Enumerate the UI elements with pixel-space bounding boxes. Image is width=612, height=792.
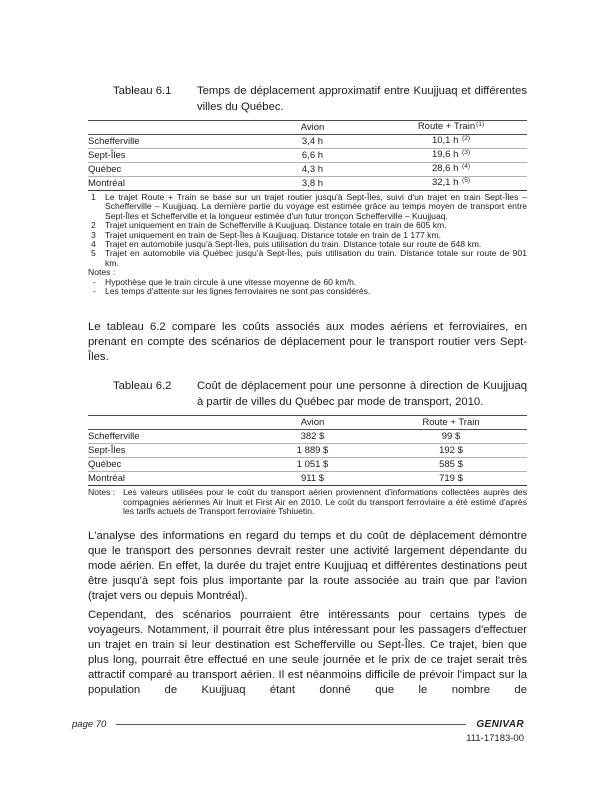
footnote-number: 5 (91, 248, 96, 259)
footnote-number: 3 (91, 229, 96, 240)
train-cell: 99 $ (441, 431, 461, 443)
table-row (88, 458, 527, 472)
paragraph-scenarios: Cependant, des scénarios pourraient être intéressants pour certains types de voyageurs. Notamment, il pourrait être plus intéressant pour les passagers d'effectuer un trajet en train si leur destination est Schefferville ou Sept-Îles. Ce trajet, bien que plus long, pourrait être effectué en une seule journée et le prix de ce trajet serait très attractif comparé au transport aérien. Il est néanmoins difficile de prévoir l'impact sur la population de Kuujjuaq étant donné que le nombre de (88, 608, 527, 696)
notes-label: Notes : (88, 267, 116, 278)
table-row (88, 444, 527, 458)
page-footer (72, 719, 524, 744)
footnote-text: Trajet en automobile jusqu'à Sept-Îles, puis utilisation du train. Distance totale sur route de 648 km. (105, 239, 482, 250)
notes-label: Notes : (88, 487, 116, 498)
train-value: 32,1 h (431, 177, 459, 188)
table-row (88, 149, 527, 163)
table-6-1 (88, 120, 527, 191)
column-header-train: Route + Train (417, 121, 476, 132)
avion-cell: 6,6 h (301, 149, 324, 161)
note-text: Hypothèse que le train circule à une vitesse moyenne de 60 km/h. (105, 276, 357, 287)
table-6-1-header-city (88, 121, 250, 135)
page-number: page 70 (72, 719, 107, 730)
table-6-2 (88, 415, 527, 486)
train-cell (375, 135, 527, 149)
footnote-number: 1 (91, 192, 96, 202)
table-6-1-footnotes (88, 193, 527, 296)
city-cell: Québec (88, 163, 122, 175)
city-cell: Sept-Îles (88, 445, 126, 457)
train-cell (375, 149, 527, 163)
train-value: 28,6 h (431, 163, 459, 174)
footnote-text: Trajet uniquement en train de Schefferville à Kuujjuaq. Distance totale en train de 605 km. (105, 220, 447, 231)
table-row (88, 472, 527, 486)
table-row (88, 163, 527, 177)
paragraph-intro-table-6-2: Le tableau 6.2 compare les coûts associés aux modes aériens et ferroviaires, en prenant en compte des scénarios de déplacement pour le transport routier vers Sept-Îles. (88, 321, 527, 364)
train-cell: 585 $ (439, 459, 463, 471)
footer-row (72, 719, 524, 730)
table-6-2-header-train: Route + Train (422, 417, 480, 429)
dash-bullet: - (93, 276, 96, 287)
avion-cell: 3,8 h (301, 177, 324, 189)
table-row (88, 430, 527, 444)
train-cell: 192 $ (439, 445, 463, 457)
table-6-1-header-row (88, 121, 527, 135)
table-6-1-caption (88, 84, 527, 115)
page-content (88, 0, 527, 698)
avion-cell: 1 051 $ (296, 459, 329, 471)
footnote-text: Trajet uniquement en train de Sept-Îles à Kuujjuaq. Distance totale en train de 1 177 km. (105, 229, 441, 240)
footnote-ref-2: (2) (462, 134, 471, 142)
footnote-ref-1: (1) (476, 120, 485, 128)
note-item (88, 287, 527, 296)
table-6-2-notes (88, 488, 527, 516)
footnote-ref-5: (5) (462, 176, 471, 184)
footnote-number: 2 (91, 220, 96, 231)
footnote-ref-4: (4) (462, 162, 471, 170)
footnote-text: Trajet en automobile via Québec jusqu'à Sept-Îles, puis utilisation du train. Distance totale sur route de 901 km. (105, 248, 527, 268)
table-6-1-label: Tableau 6.1 (113, 85, 172, 97)
train-value: 19,6 h (431, 149, 459, 160)
footnote-number: 4 (91, 239, 96, 250)
note-text: Les temps d'attente sur les lignes ferroviaires ne sont pas considérés. (105, 286, 371, 297)
avion-cell: 382 $ (300, 431, 325, 443)
table-6-2-header-city (88, 416, 250, 430)
city-cell: Sept-Îles (88, 149, 126, 161)
document-number: 111-17183-00 (466, 733, 524, 744)
table-row (88, 177, 527, 191)
city-cell: Schefferville (88, 431, 140, 443)
dash-bullet: - (93, 286, 96, 297)
table-6-2-caption (88, 379, 527, 410)
avion-cell: 3,4 h (301, 135, 324, 147)
table-6-1-title: Temps de déplacement approximatif entre Kuujjuaq et différentes villes du Québec. (197, 85, 527, 113)
avion-cell: 4,3 h (301, 163, 324, 175)
column-header-avion: Avion (300, 121, 325, 133)
table-6-2-label: Tableau 6.2 (113, 380, 172, 393)
train-cell: 719 $ (439, 473, 463, 485)
avion-cell: 911 $ (300, 473, 325, 485)
table-6-2-title: Coût de déplacement pour une personne à direction de Kuujjuaq à partir de villes du Québec par mode de transport, 2010. (197, 380, 527, 408)
table-6-2-header-row (88, 416, 527, 430)
company-logo-text: GENIVAR (476, 719, 524, 730)
city-cell: Montréal (88, 177, 125, 189)
footnote (88, 193, 527, 221)
footnote-text: Le trajet Route + Train se base sur un trajet routier jusqu'à Sept-Îles, suivi d'un trajet en train Sept-Îles – Schefferville – Kuujjuaq. La dernière partie du voyage est estimée grâce au temps moyen de transport entre Sept-Îles et Schefferville et la longueur estimée d'un futur tronçon Schefferville – Kuujjuaq. (105, 192, 527, 221)
train-value: 10,1 h (431, 135, 459, 146)
table-6-2-header-avion: Avion (300, 417, 325, 429)
table-6-1-header-train (375, 121, 527, 135)
avion-cell: 1 889 $ (296, 445, 329, 457)
city-cell: Montréal (88, 473, 125, 485)
footnote-ref-3: (3) (462, 148, 471, 156)
table-row (88, 135, 527, 149)
footnote (88, 249, 527, 268)
paragraph-analysis: L'analyse des informations en regard du temps et du coût de déplacement démontre que le transport des personnes devrait rester une activité largement dépendante du mode aérien. En effet, la durée du trajet entre Kuujjuaq et différentes destinations peut être jusqu'à sept fois plus importante par la route associée au train que par l'avion (trajet vers ou depuis Montréal). (88, 529, 527, 602)
city-cell: Québec (88, 459, 122, 471)
table-6-1-header-avion (250, 121, 375, 135)
train-cell (375, 163, 527, 177)
city-cell: Schefferville (88, 135, 140, 147)
train-cell (375, 177, 527, 191)
footer-divider-line (116, 724, 466, 725)
notes-text: Les valeurs utilisées pour le coût du transport aérien proviennent d'informations collectées auprès des compagnies aériennes Air Inuit et First Air en 2010. Le coût du transport ferroviaire a été estimé d'après les tarifs actuels de Transport ferroviaire Tshiuetin. (123, 487, 527, 517)
